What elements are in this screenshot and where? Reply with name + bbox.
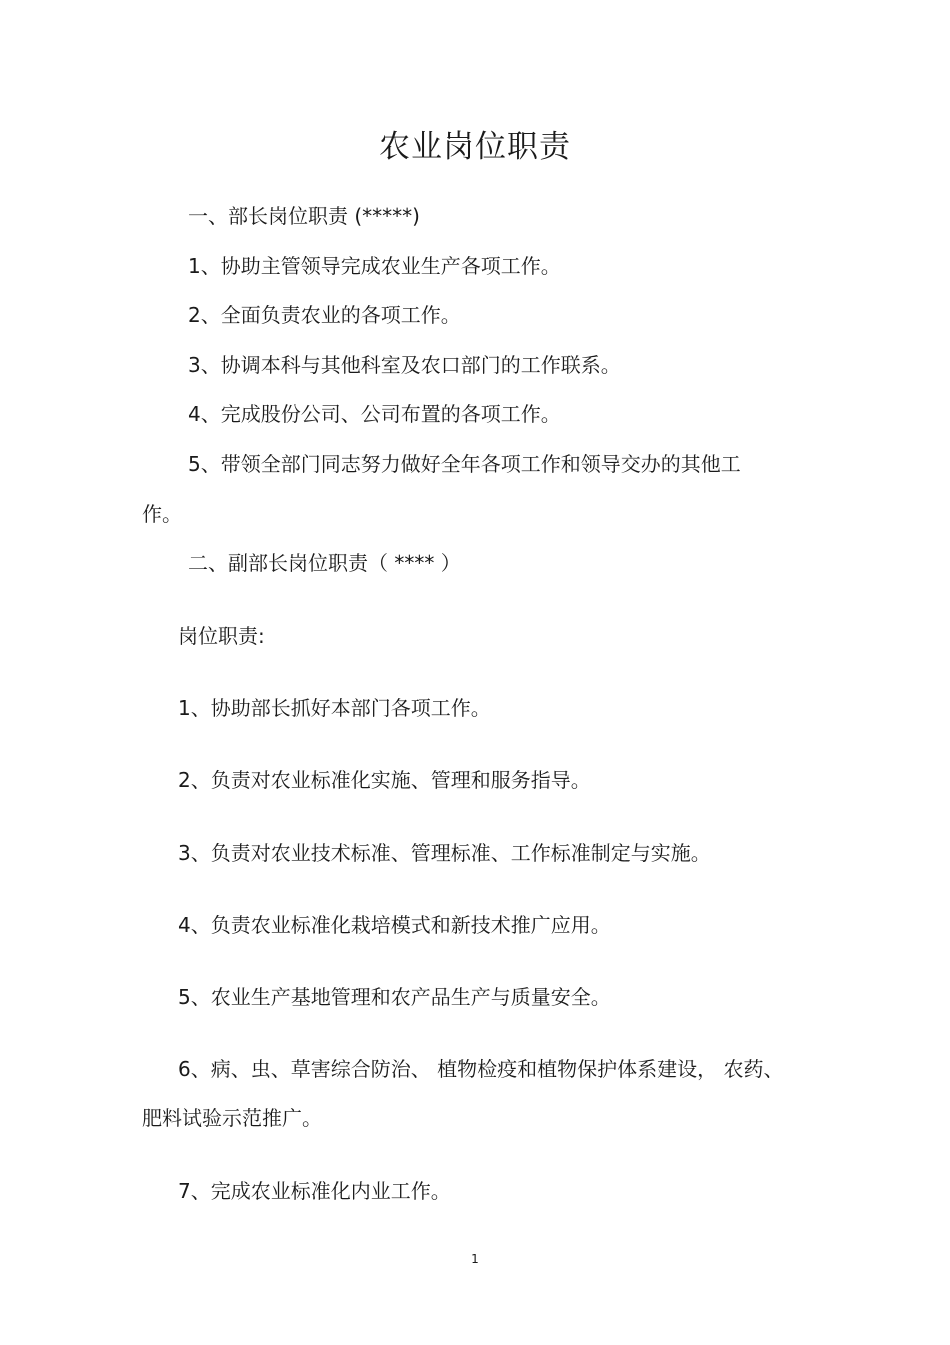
list-item-continuation: 肥料试验示范推广。 — [142, 1106, 322, 1130]
list-item: 2、全面负责农业的各项工作。 — [188, 303, 461, 327]
subheading: 岗位职责: — [178, 624, 265, 648]
list-item: 6、病、虫、草害综合防治、 植物检疫和植物保护体系建设， 农药、 — [178, 1057, 784, 1081]
list-item: 4、负责农业标准化栽培模式和新技术推广应用。 — [178, 913, 611, 937]
section-heading-deputy: 二、副部长岗位职责（ **** ） — [188, 551, 461, 575]
list-item: 1、协助部长抓好本部门各项工作。 — [178, 696, 491, 720]
list-item: 5、带领全部门同志努力做好全年各项工作和领导交办的其他工 — [188, 452, 741, 476]
list-item: 2、负责对农业标准化实施、管理和服务指导。 — [178, 768, 591, 792]
list-item: 1、协助主管领导完成农业生产各项工作。 — [188, 254, 561, 278]
list-item-continuation: 作。 — [142, 502, 182, 526]
list-item: 3、协调本科与其他科室及农口部门的工作联系。 — [188, 353, 621, 377]
list-item: 4、完成股份公司、公司布置的各项工作。 — [188, 402, 561, 426]
section-heading-minister: 一、部长岗位职责 (*****) — [188, 204, 420, 228]
document-title: 农业岗位职责 — [379, 129, 571, 165]
list-item: 7、完成农业标准化内业工作。 — [178, 1179, 451, 1203]
list-item: 3、负责对农业技术标准、管理标准、工作标准制定与实施。 — [178, 841, 711, 865]
page-number: 1 — [471, 1252, 479, 1266]
list-item: 5、农业生产基地管理和农产品生产与质量安全。 — [178, 985, 611, 1009]
